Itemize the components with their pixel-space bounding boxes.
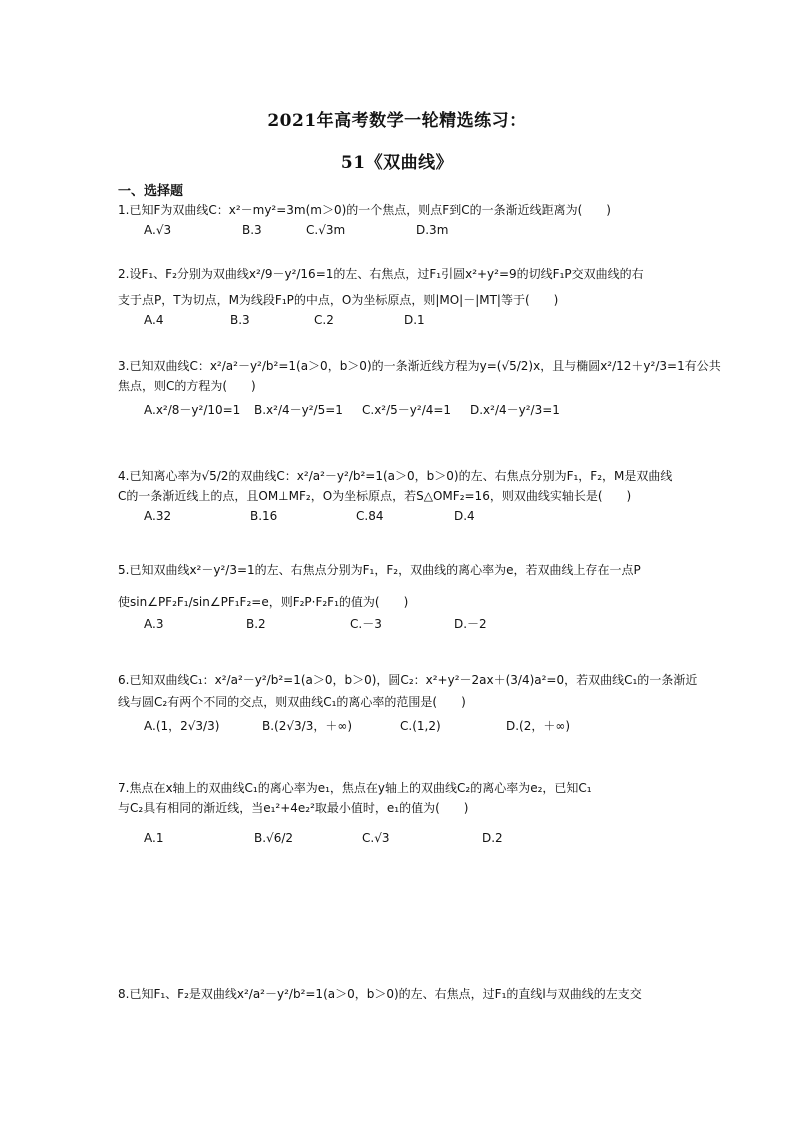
question-7 [118,778,704,848]
question-3 [118,356,721,420]
question-7-options [144,828,704,848]
question-6-stem-line-1: 6.已知双曲线C₁：x²/a²－y²/b²=1(a＞0，b＞0)，圆C₂：x²+y²－2ax＋(3/4)a²=0，若双曲线C₁的一条渐近 [118,673,698,687]
option-a: A.3 [144,617,164,631]
option-d: D.x²/4－y²/3=1 [470,403,560,417]
option-d: D.3m [416,223,449,237]
option-d: D.2 [482,831,503,845]
question-5-stem-line-2: 使sin∠PF₂F₁/sin∠PF₁F₂=e，则F₂P·F₂F₁的值为( ) [118,595,409,609]
option-a: A.(1，2√3/3) [144,719,220,733]
question-7-stem-line-2: 与C₂具有相同的渐近线，当e₁²+4e₂²取最小值时，e₁的值为( ) [118,801,469,815]
option-b: B.√6/2 [254,831,294,845]
question-3-options [144,400,704,420]
option-a: A.32 [144,509,172,523]
option-d: D.－2 [454,617,487,631]
question-4-stem-line-2: C的一条渐近线上的点，且OM⊥MF₂，O为坐标原点，若S△OMF₂=16，则双曲线实轴长是( ) [118,489,632,503]
question-5-stem-line-1: 5.已知双曲线x²－y²/3=1的左、右焦点分别为F₁，F₂，双曲线的离心率为e，若双曲线上存在一点P [118,563,641,577]
option-c: C.x²/5－y²/4=1 [362,403,452,417]
option-d: D.4 [454,509,475,523]
option-c: C.(1,2) [400,719,441,733]
option-a: A.x²/8－y²/10=1 [144,403,241,417]
option-b: B.x²/4－y²/5=1 [254,403,343,417]
option-b: B.3 [242,223,262,237]
option-c: C.√3m [306,223,346,237]
question-4 [118,466,704,526]
option-b: B.2 [246,617,266,631]
option-b: B.(2√3/3，＋∞) [262,719,353,733]
question-6-stem-line-2: 线与圆C₂有两个不同的交点，则双曲线C₁的离心率的范围是( ) [118,695,466,709]
document-subtitle: 51《双曲线》 [340,153,454,173]
question-5 [118,560,704,634]
question-1-options [144,220,704,240]
option-a: A.√3 [144,223,172,237]
question-4-options [144,506,704,526]
question-7-stem-line-1: 7.焦点在x轴上的双曲线C₁的离心率为e₁，焦点在y轴上的双曲线C₂的离心率为e₂，已知C₁ [118,781,592,795]
question-3-stem-line-1: 3.已知双曲线C：x²/a²－y²/b²=1(a＞0，b＞0)的一条渐近线方程为y=(√5/2)x，且与椭圆x²/12＋y²/3=1有公共 [118,359,721,373]
question-2-stem-line-2: 支于点P，T为切点，M为线段F₁P的中点，O为坐标原点，则|MO|－|MT|等于( ) [118,293,559,307]
question-3-stem-line-2: 焦点，则C的方程为( ) [118,379,256,393]
section-heading: 一、选择题 [118,184,184,199]
question-1-stem: 1.已知F为双曲线C：x²－my²=3m(m＞0)的一个焦点，则点F到C的一条渐近线距离为( ) [118,203,611,217]
question-4-stem-line-1: 4.已知离心率为√5/2的双曲线C：x²/a²－y²/b²=1(a＞0，b＞0)的左、右焦点分别为F₁，F₂，M是双曲线 [118,469,673,483]
question-8 [118,984,704,1004]
option-d: D.(2，＋∞) [506,719,571,733]
question-6-options [144,716,704,746]
question-2-stem-line-1: 2.设F₁、F₂分别为双曲线x²/9－y²/16=1的左、右焦点，过F₁引圆x²+y²=9的切线F₁P交双曲线的右 [118,267,644,281]
question-2-options [144,310,704,330]
document-title: 2021年高考数学一轮精选练习： [267,111,527,131]
option-b: B.3 [230,313,250,327]
option-a: A.1 [144,831,164,845]
question-2 [118,264,704,330]
option-b: B.16 [250,509,278,523]
option-c: C.84 [356,509,384,523]
option-a: A.4 [144,313,164,327]
question-1 [118,200,704,240]
option-c: C.√3 [362,831,390,845]
option-c: C.2 [314,313,334,327]
question-8-stem-line-1: 8.已知F₁、F₂是双曲线x²/a²－y²/b²=1(a＞0，b＞0)的左、右焦点，过F₁的直线l与双曲线的左支交 [118,987,642,1001]
question-6 [118,670,704,746]
question-5-options [144,614,704,634]
option-c: C.－3 [350,617,382,631]
option-d: D.1 [404,313,425,327]
